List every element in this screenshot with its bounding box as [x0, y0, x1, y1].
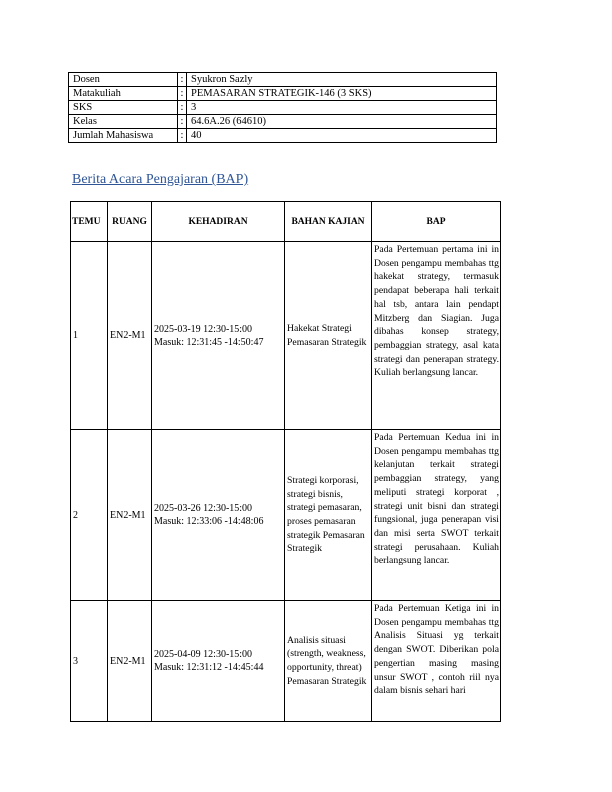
cell-bahan-kajian: Analisis situasi (strength, weakness, opportunity, threat) Pemasaran Strategik	[285, 601, 372, 722]
course-info-table	[68, 72, 497, 143]
table-row	[71, 242, 501, 430]
kehadiran-masuk: Masuk: 12:31:45 -14:50:47	[154, 336, 264, 348]
info-label-matakuliah: Matakuliah	[69, 87, 178, 101]
kehadiran-jadwal: 2025-04-09 12:30-15:00	[154, 649, 253, 660]
cell-kehadiran	[152, 242, 285, 430]
info-colon: :	[178, 73, 187, 87]
cell-bap: Pada Pertemuan pertama ini in Dosen pengampu membahas ttg hakekat strategy, termasuk pendapat beberapa hali terkait hal tsb, antara lain pendapt Mitzberg dan Siagian. Juga dibahas konsep strategy, pembaggian strategy, asal kata strategi dan penerapan strategy. Kuliah berlangsung lancar.	[372, 242, 501, 430]
cell-kehadiran	[152, 601, 285, 722]
header-ruang: RUANG	[108, 202, 152, 242]
cell-ruang: EN2-M1	[108, 601, 152, 722]
info-colon: :	[178, 101, 187, 115]
cell-temu: 1	[71, 242, 108, 430]
info-colon: :	[178, 87, 187, 101]
cell-temu: 3	[71, 601, 108, 722]
info-row-jumlah-mahasiswa	[69, 129, 497, 143]
info-colon: :	[178, 115, 187, 129]
kehadiran-masuk: Masuk: 12:33:06 -14:48:06	[154, 516, 264, 527]
cell-bap: Pada Pertemuan Kedua ini in Dosen pengampu membahas ttg kelanjutan terkait strategi pembaggian strategy, yang meliputi strategi korporat , strategi unit bisni dan strategi fungsional, juga penerapan visi dan misi serta SWOT terkait strategi perusahaan. Kuliah berlangsung lancar.	[372, 430, 501, 601]
info-row-kelas	[69, 115, 497, 129]
cell-ruang: EN2-M1	[108, 430, 152, 601]
table-row	[71, 601, 501, 722]
cell-temu: 2	[71, 430, 108, 601]
info-label-kelas: Kelas	[69, 115, 178, 129]
header-temu: TEMU	[71, 202, 108, 242]
table-row	[71, 430, 501, 601]
kehadiran-jadwal: 2025-03-26 12:30-15:00	[154, 503, 253, 514]
section-title[interactable]: Berita Acara Pengajaran (BAP)	[72, 172, 249, 187]
bap-header-row	[71, 202, 501, 242]
info-row-matakuliah	[69, 87, 497, 101]
header-kehadiran: KEHADIRAN	[152, 202, 285, 242]
info-label-dosen: Dosen	[69, 73, 178, 87]
bap-table	[70, 201, 501, 722]
kehadiran-masuk: Masuk: 12:31:12 -14:45:44	[154, 662, 264, 673]
bap-text: Pada Pertemuan Ketiga ini in Dosen pengampu membahas ttg Analisis Situasi yg terkait dengan SWOT. Diberikan pola pengertian masing masing unsur SWOT , contoh riil nya dalam bisnis sehari hari	[374, 603, 499, 697]
cell-bahan-kajian: Hakekat Strategi Pemasaran Strategik	[285, 242, 372, 430]
cell-bap	[372, 601, 501, 722]
info-colon: :	[178, 129, 187, 143]
cell-ruang: EN2-M1	[108, 242, 152, 430]
header-bahan-kajian: BAHAN KAJIAN	[285, 202, 372, 242]
info-value-sks: 3	[187, 101, 497, 115]
info-value-kelas: 64.6A.26 (64610)	[187, 115, 497, 129]
info-value-jumlah-mahasiswa: 40	[187, 129, 497, 143]
info-value-matakuliah: PEMASARAN STRATEGIK-146 (3 SKS)	[187, 87, 497, 101]
info-label-sks: SKS	[69, 101, 178, 115]
kehadiran-jadwal: 2025-03-19 12:30-15:00	[154, 323, 253, 335]
cell-bahan-kajian: Strategi korporasi, strategi bisnis, strategi pemasaran, proses pemasaran strategik Pemasaran Strategik	[285, 430, 372, 601]
info-row-sks	[69, 101, 497, 115]
cell-kehadiran	[152, 430, 285, 601]
info-label-jumlah-mahasiswa: Jumlah Mahasiswa	[69, 129, 178, 143]
header-bap: BAP	[372, 202, 501, 242]
info-value-dosen: Syukron Sazly	[187, 73, 497, 87]
info-row-dosen	[69, 73, 497, 87]
